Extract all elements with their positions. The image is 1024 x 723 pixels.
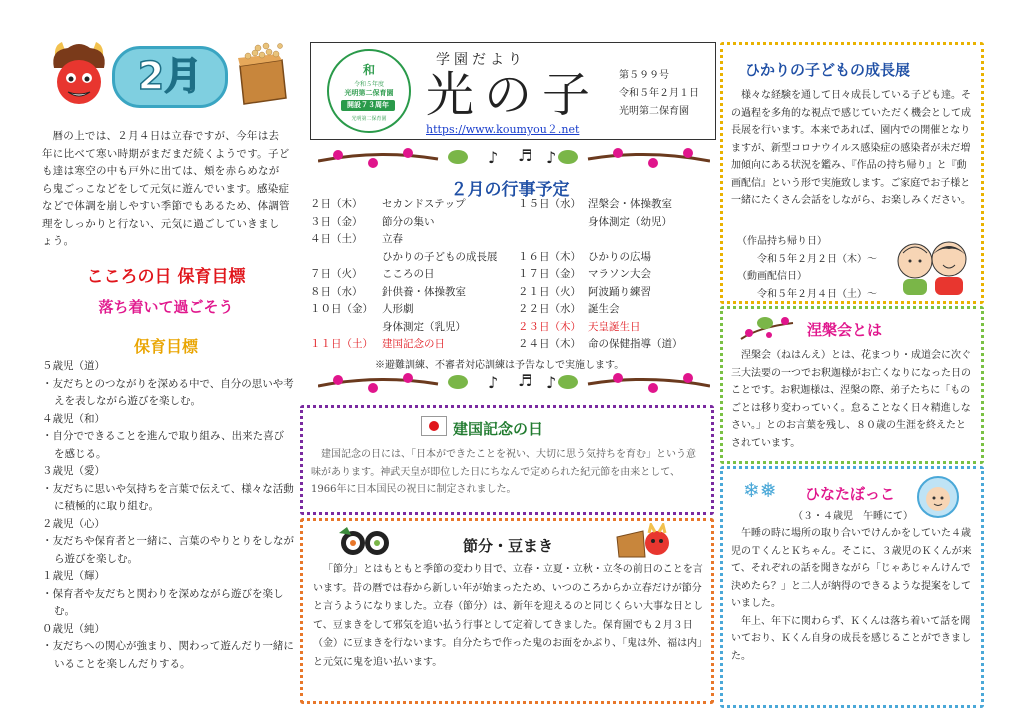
growth-text: 様々な経験を通して日々成長している子ども達。その過程を多角的な視点で感じていただく機会として成長展を行います。本来であれば、園内での開催となりますが、新型コロナウイルス感染症の感染者が未だ増加傾向にある状況を鑑み、『作品の持ち帰り』と『動画配信』という形で実施致します。ご家庭でお子様と一緒にたくさん会話をしながら、お楽しみください。 xyxy=(731,90,971,206)
oni-mask-illustration xyxy=(613,523,673,559)
setsubun-title: 節分・豆まき xyxy=(463,537,554,555)
goal-text: ・保育者や友だちと関わりを深めながら遊びを楽しむ。 xyxy=(42,587,284,617)
kokoro-goal: 落ち着いて過ごそう xyxy=(98,298,234,316)
goal-age: ０歳児（純） xyxy=(42,622,105,635)
event-name: 立春 xyxy=(382,233,403,245)
svg-text:♪: ♪ xyxy=(546,373,557,392)
setsubun-text: 「節分」とはもともと季節の変わり目で、立春・立夏・立秋・立冬の前日のことを言います。昔の暦では春から新しい年が始まったため、いつのころからか立春だけが節分と言うようになりました。立春（節分）は、新年を迎えるのと同じくらい大事な日として、豆まきをして邪気を追い払う行事として定着してきました。保育園でも２月３日（金）に豆まきを行ないます。自分たちで作った鬼のお面をかぶり、「鬼は外、福は内」と元気に鬼を追い払います。 xyxy=(313,564,703,668)
hina-paragraph: 年上、年下に関わらず、Ｋくんは落ち着いて話を聞いており、Ｋくん自身の成長を感じることができました。 xyxy=(731,615,971,662)
svg-text:♬: ♬ xyxy=(518,146,533,165)
child-in-hood-illustration xyxy=(911,473,965,521)
event-date: １５日（水） xyxy=(518,198,581,210)
hina-subtitle: （３・４歳児 午睡にて） xyxy=(793,511,913,522)
month-badge xyxy=(112,46,228,108)
children-illustration xyxy=(891,235,975,297)
left-column xyxy=(42,40,294,700)
video-date: 令和５年２月４日（土）～ xyxy=(757,288,877,300)
event-name: 建国記念の日 xyxy=(382,338,445,350)
bean-box-illustration xyxy=(230,42,292,106)
goal-text: ・友だちや保育者と一緒に、言葉のやりとりをしながら遊びを楽しむ。 xyxy=(42,535,294,565)
month-badge-text: 2月 xyxy=(137,54,203,98)
event-date: ７日（火） xyxy=(310,268,363,280)
goal-item xyxy=(42,621,294,674)
event-name: 誕生会 xyxy=(588,303,620,315)
event-date: ２３日（木） xyxy=(518,320,581,333)
japan-flag-icon xyxy=(421,416,447,436)
goal-item xyxy=(42,411,294,464)
publisher: 光明第二保育園 xyxy=(619,106,689,117)
goal-text: ・友だちへの関心が強まり、関わって遊んだり一緒にいることを楽しんだりする。 xyxy=(42,640,294,670)
title-box xyxy=(310,42,716,140)
hina-title: ひなたぼっこ xyxy=(805,485,896,503)
svg-text:♪: ♪ xyxy=(546,148,557,167)
event-name: セカンドステップ xyxy=(382,198,466,210)
events-heading: ２月の行事予定 xyxy=(450,180,570,200)
plum-branch-decoration xyxy=(318,143,710,171)
event-name: 節分の集い xyxy=(382,215,435,228)
issue-number: 第５９９号 xyxy=(619,70,669,81)
nehan-box xyxy=(720,306,984,464)
plum-branch-decoration xyxy=(318,368,710,396)
event-name: 身体測定（幼児） xyxy=(588,215,672,228)
kokoro-heading: こころの日 保育目標 xyxy=(86,267,246,287)
event-date: ２日（木） xyxy=(310,198,363,210)
event-name: 人形劇 xyxy=(382,303,414,315)
goal-text: ・友だちとのつながりを深める中で、自分の思いや考えを表しながら遊びを楽しむ。 xyxy=(42,377,294,407)
event-date: ２１日（火） xyxy=(518,285,581,298)
goal-age: ２歳児（心） xyxy=(42,517,105,530)
plum-bird-illustration xyxy=(739,313,795,343)
event-name: こころの日 xyxy=(382,268,435,280)
event-date: １０日（金） xyxy=(310,303,373,315)
goal-text: ・友だちに思いや気持ちを言葉で伝えて、様々な活動に積極的に取り組む。 xyxy=(42,482,294,512)
event-name: 命の保健指導（道） xyxy=(588,338,683,350)
event-date: １１日（土） xyxy=(310,338,373,350)
goal-heading: 保育目標 xyxy=(133,337,198,356)
goal-age: １歳児（輝） xyxy=(42,570,105,582)
event-date: ２２日（水） xyxy=(518,303,581,315)
kenkoku-title: 建国記念の日 xyxy=(453,420,544,438)
newsletter-subtitle: 学園だより xyxy=(436,52,526,68)
goal-age: ４歳児（和） xyxy=(42,412,105,425)
hina-text xyxy=(731,525,975,665)
event-name: 涅槃会・体操教室 xyxy=(588,198,672,210)
event-date: ２４日（木） xyxy=(518,338,581,350)
issue-info xyxy=(619,67,699,121)
setsubun-box xyxy=(300,518,714,704)
goal-item xyxy=(42,568,294,621)
issue-date: 令和５年２月１日 xyxy=(619,88,699,99)
oni-illustration xyxy=(48,40,110,110)
nehan-title: 涅槃会とは xyxy=(807,321,883,339)
goal-item xyxy=(42,358,294,411)
hina-paragraph: 午睡の時に場所の取り合いでけんかをしていた４歳児のＴくんとＫちゃん。そこに、３歳児のＫくんが来て、それぞれの話を聞きながら「じゃあじゃんけんで決めたら？」と二人が納得のできるような提案をしていました。 xyxy=(731,528,972,609)
event-date: ４日（土） xyxy=(310,233,363,245)
hina-box xyxy=(720,466,984,708)
growth-box xyxy=(720,42,984,304)
event-date: ８日（水） xyxy=(310,285,363,298)
goal-item xyxy=(42,516,294,569)
newsletter-title: 光の子 xyxy=(426,67,601,123)
event-name: 天皇誕生日 xyxy=(588,320,641,333)
growth-title: ひかりの子どもの成長展 xyxy=(745,61,911,79)
kenkoku-box xyxy=(300,405,714,515)
nehan-text: 涅槃会（ねはんえ）とは、花まつり・成道会に次ぐ三大法要の一つでお釈迦様がお亡くなりになった日のことです。お釈迦様は、涅槃の際、弟子たちに「ものごとは移り変わっていく。怠ることなく日々精進しなさい。」とのお言葉を残し、８０歳の生涯を終えたとされています。 xyxy=(731,350,971,449)
kenkoku-text: 建国記念の日には、「日本ができたことを祝い、大切に思う気持ちを育む」という意味があります。神武天皇が即位した日にちなんで定められた紀元節を由来として、1966年に日本国民の祝日に制定されました。 xyxy=(311,449,696,495)
goal-text: ・自分でできることを進んで取り組み、出来た喜びを感じる。 xyxy=(42,430,285,460)
logo-bottom: 光明第二保育園 xyxy=(351,116,387,122)
events-note: ※避難訓練、不審者対応訓練は予告なしで実施します。 xyxy=(375,360,625,371)
event-name: 針供養・体操教室 xyxy=(382,285,466,298)
goal-item xyxy=(42,463,294,516)
website-link[interactable]: https://www.koumyou２.net xyxy=(426,123,580,136)
event-date: １７日（金） xyxy=(518,268,581,280)
goal-age: ５歳児（道） xyxy=(42,360,105,372)
event-name: 阿波踊り練習 xyxy=(588,285,651,298)
event-name: 身体測定（乳児） xyxy=(382,320,466,333)
left-intro-text: 暦の上では、２月４日は立春ですが、今年は去年に比べて寒い時期がまだまだ続くようです。子ども達は寒空の中も戸外に出ては、頬を赤らめながら鬼ごっこなどをして元気に遊んでいます。感染症などで体調を崩しやすい季節でもあるため、体調管理をしっかりと行ない、元気に過ごしていきましょう。 xyxy=(42,130,290,247)
takehome-date: 令和５年２月２日（木）～ xyxy=(757,253,877,265)
video-label: （動画配信日） xyxy=(737,271,807,282)
event-name: ひかりの広場 xyxy=(588,250,651,263)
school-logo xyxy=(327,49,411,133)
snowflake-icon: ❄❅ xyxy=(743,478,777,502)
logo-year: 令和５年度 xyxy=(353,81,384,88)
svg-text:♪: ♪ xyxy=(488,373,499,392)
growth-dates xyxy=(737,233,877,303)
logo-name: 光明第二保育園 xyxy=(344,89,394,97)
ehomaki-illustration xyxy=(337,525,397,559)
svg-text:♬: ♬ xyxy=(518,371,533,390)
takehome-label: （作品持ち帰り日） xyxy=(737,236,827,247)
logo-anniversary: 開設７３周年 xyxy=(341,100,395,111)
goals-list xyxy=(42,358,294,673)
event-date: ３日（金） xyxy=(310,215,363,228)
logo-mark: 和 xyxy=(362,63,375,77)
svg-text:♪: ♪ xyxy=(488,148,499,167)
event-name: ひかりの子どもの成長展 xyxy=(382,250,498,263)
event-name: マラソン大会 xyxy=(588,268,651,280)
event-date: １６日（木） xyxy=(518,250,581,263)
goal-age: ３歳児（愛） xyxy=(42,465,105,477)
